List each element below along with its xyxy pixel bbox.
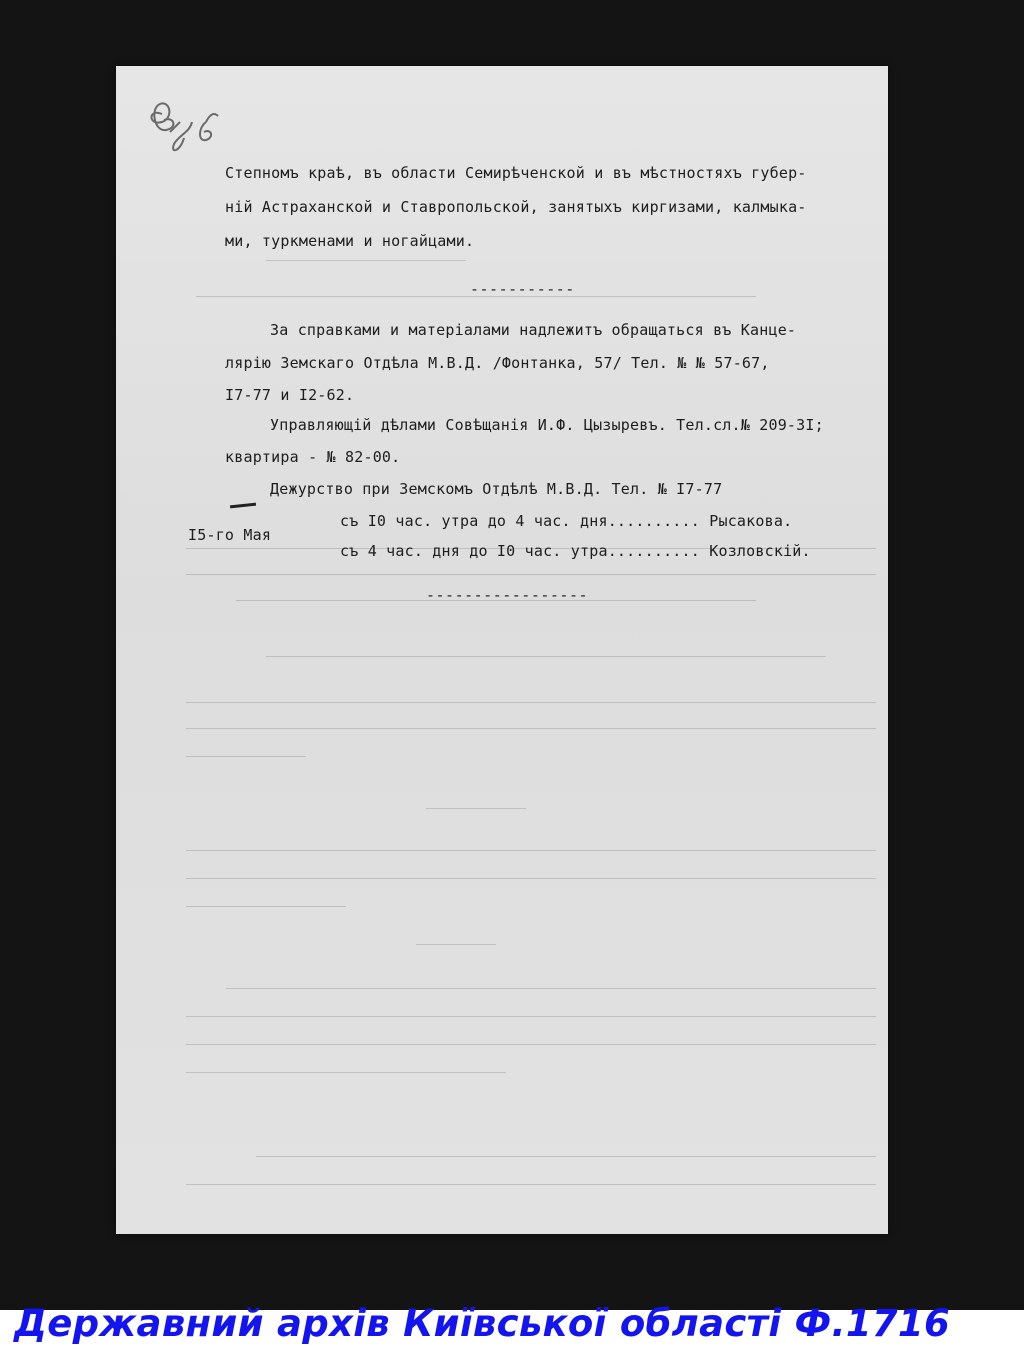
bleed-through-mark — [186, 1044, 876, 1045]
inquiry-line-3: I7-77 и I2-62. — [225, 386, 355, 404]
separator-line: ----------------- — [426, 586, 589, 604]
ink-mark — [230, 503, 256, 509]
bleed-through-mark — [256, 1156, 876, 1157]
inquiry-line-1: За справками и матеріалами надлежитъ обращаться въ Канце- — [270, 321, 797, 339]
bleed-through-mark — [186, 1072, 506, 1073]
bleed-through-mark — [186, 702, 876, 703]
duty-shift-night: съ 4 час. дня до I0 час. утра.......... Козловскій. — [340, 542, 811, 560]
bleed-through-mark — [416, 944, 496, 945]
handwritten-folio-mark — [140, 92, 230, 162]
bleed-through-mark — [266, 260, 466, 261]
bleed-through-mark — [186, 728, 876, 729]
inquiry-line-2: лярію Земскаго Отдѣла М.В.Д. /Фонтанка, 57/ Тел. № № 57-67, — [225, 354, 770, 372]
bleed-through-mark — [186, 850, 876, 851]
bleed-through-mark — [186, 906, 346, 907]
bleed-through-mark — [186, 1184, 876, 1185]
bleed-through-mark — [226, 988, 876, 989]
duty-heading: Дежурство при Земскомъ Отдѣлѣ М.В.Д. Тел. № I7-77 — [270, 480, 723, 498]
intro-line-1: Степномъ краѣ, въ области Семирѣченской и въ мѣстностяхъ губер- — [225, 164, 807, 182]
bleed-through-mark — [426, 808, 526, 809]
manager-line-2: квартира - № 82-00. — [225, 448, 401, 466]
duty-date: I5-го Мая — [188, 526, 272, 544]
intro-line-2: ній Астраханской и Ставропольской, занятыхъ киргизами, калмыка- — [225, 198, 807, 216]
bleed-through-mark — [186, 878, 876, 879]
document-sheet — [116, 66, 888, 1234]
separator-line: ----------- — [470, 280, 575, 298]
bleed-through-mark — [266, 656, 826, 657]
bleed-through-mark — [186, 1016, 876, 1017]
manager-line-1: Управляющій дѣлами Совѣщанія И.Ф. Цызыревъ. Тел.сл.№ 209-3I; — [270, 416, 824, 434]
bleed-through-mark — [186, 756, 306, 757]
archive-caption: Державний архів Київської області Ф.1716 — [14, 1302, 951, 1345]
bleed-through-mark — [186, 574, 876, 575]
duty-shift-day: съ I0 час. утра до 4 час. дня.......... Рысакова. — [340, 512, 793, 530]
intro-line-3: ми, туркменами и ногайцами. — [225, 232, 475, 250]
